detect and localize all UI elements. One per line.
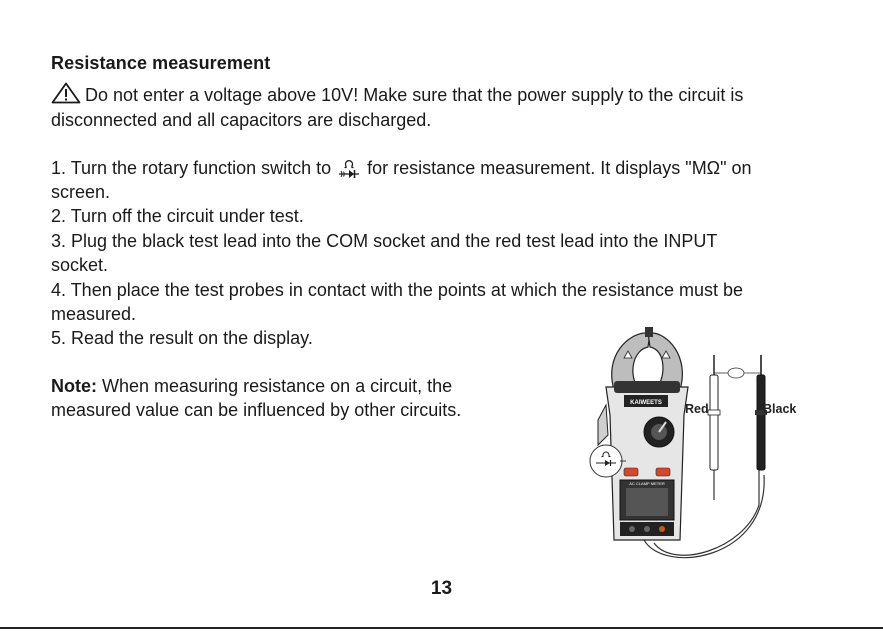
red-probe-label: Red [685,402,709,416]
step-1-line-1 [51,156,752,185]
note-text-1: When measuring resistance on a circuit, the [102,376,453,396]
note-line-1 [51,374,452,398]
clamp-meter-illustration [584,325,824,565]
step-1-text-post: for resistance measurement. It displays "MΩ" on [367,158,752,178]
footer-rule [0,627,883,629]
step-5: 5. Read the result on the display. [51,328,313,348]
svg-text:AC CLAMP METER: AC CLAMP METER [629,481,665,486]
resistance-diode-symbol-icon [338,157,360,185]
step-1-line-2: screen. [51,182,111,202]
step-4-line-1: 4. Then place the test probes in contact with the points at which the resistance must be [51,280,744,300]
svg-text:KAIWEETS: KAIWEETS [630,400,662,406]
clamp-jaws [612,327,683,390]
warning-line-2: disconnected and all capacitors are discharged. [51,110,432,130]
section-heading: Resistance measurement [51,53,271,73]
clamp-meter-drawing [584,325,824,565]
step-3-line-1: 3. Plug the black test lead into the COM socket and the red test lead into the INPUT [51,231,718,251]
warning-line-1 [51,82,743,110]
note-line-2: measured value can be influenced by other circuits. [51,400,462,420]
red-probe [708,355,720,500]
warning-triangle-icon [51,82,81,110]
step-4-line-2: measured. [51,304,137,324]
warning-text-1: Do not enter a voltage above 10V! Make sure that the power supply to the circuit is [85,85,744,105]
page-number: 13 [430,578,453,599]
step-1-text-pre: 1. Turn the rotary function switch to [51,158,332,178]
note-label: Note: [51,376,97,396]
step-2: 2. Turn off the circuit under test. [51,206,304,226]
step-3-line-2: socket. [51,255,109,275]
black-probe-label: Black [763,402,797,416]
